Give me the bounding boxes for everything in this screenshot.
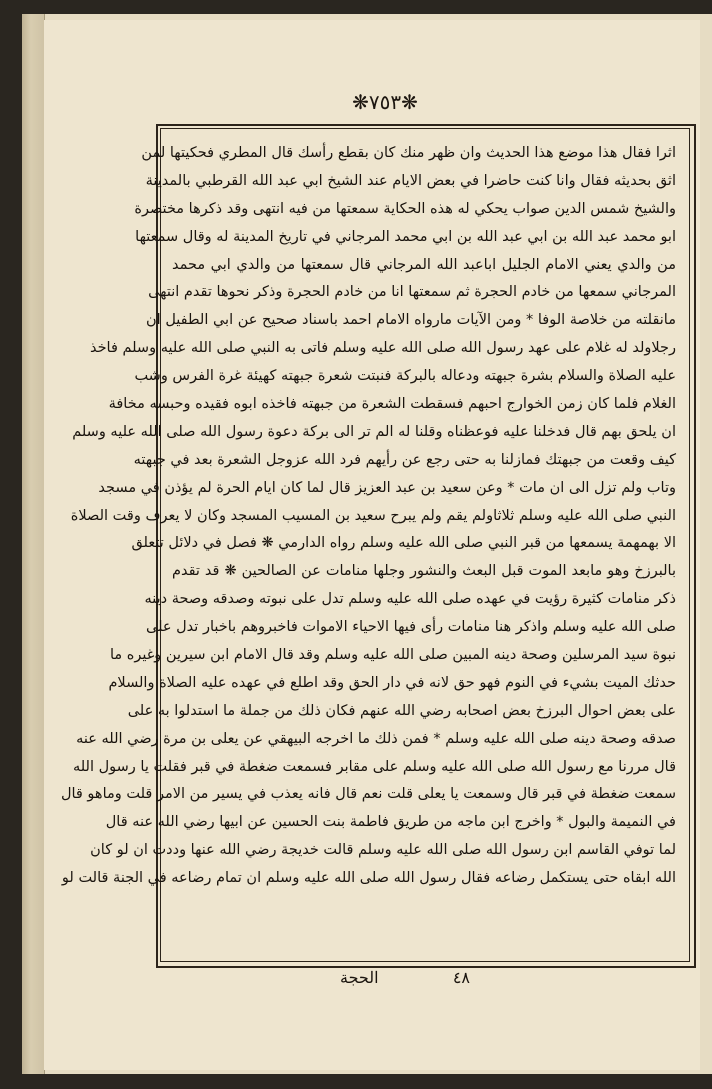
text-line: المرجاني سمعها من خادم الحجرة ثم سمعتها انا من خادم الحجرة وذكر نحوها تقدم انتهى (148, 284, 676, 301)
text-line: اثرا فقال هذا موضع هذا الحديث وان ظهر منك كان بقطع رأسك قال المطري فحكيتها لمن (141, 145, 676, 161)
text-line: عليه الصلاة والسلام بشرة جبهته ودعاله بالبركة فنبتت شعرة جبهته كهيئة غرة الفرس وشب (134, 368, 676, 385)
text-line: رجلاولد له غلام على عهد رسول الله صلى الله عليه وسلم فاتى به النبي صلى الله عليه وسلم فاخذ (89, 340, 676, 357)
text-line: كيف وقعت من جبهتك فمازلنا به حتى رجع عن رأيهم فرد الله عزوجل الشعرة بعد في جبهته (133, 451, 676, 468)
text-line: الله ابقاه حتى يستكمل رضاعه فقال رسول الله صلى الله عليه وسلم ان تمام رضاعه في الجنة قالت لو (61, 870, 676, 887)
text-line: في النميمة والبول * واخرج ابن ماجه من طريق فاطمة بنت الحسين عن ابيها رضي الله عنه قال (105, 814, 676, 831)
text-line: على بعض احوال البرزخ بعض اصحابه رضي الله عنهم فكان ذلك من جملة ما استدلوا به على (127, 702, 676, 719)
text-line: صدقه وصحة دينه صلى الله عليه وسلم * فمن ذلك ما اخرجه البيهقي عن يعلى بن مرة رضي الله عنه (76, 730, 676, 747)
text-line: ذكر منامات كثيرة رؤيت في عهده صلى الله عليه وسلم تدل على نبوته وصدقه وصحة دينه (144, 591, 676, 608)
text-line: بالبرزخ وهو مابعد الموت قبل البعث والنشور وجلها منامات عن الصالحين ❋ قد تقدم (172, 563, 676, 580)
text-line: وتاب ولم تزل الى ان مات * وعن سعيد بن عبد العزيز قال لما كان ايام الحرة لم يؤذن في مسجد (98, 479, 676, 496)
text-line: مانقلته من خلاصة الوفا * ومن الآيات مارواه الامام احمد باسناد صحيح عن ابي الطفيل ان (146, 312, 676, 329)
text-line: الغلام فلما كان زمن الخوارج احبهم فسقطت الشعرة من جبهته فاخذه ابوه فقيده وحبسه مخافة (108, 396, 676, 413)
text-line: قال مررنا مع رسول الله صلى الله عليه وسلم على مقابر فسمعت ضغطة في قبر فقلت يا رسول الله (72, 758, 676, 775)
signature-number: ٤٨ (452, 967, 470, 987)
text-line: الا بهمهمة يسمعها من قبر النبي صلى الله عليه وسلم رواه الدارمي ❋ فصل في دلائل تتعلق (131, 535, 676, 552)
text-line: اثق بحديثه فقال وانا كنت حاضرا في بعض الايام عند الشيخ ابي عبد الله القرطبي بالمدينة (145, 172, 676, 189)
page-edge (22, 14, 45, 1074)
text-line: ان يلحق بهم قال فدخلنا عليه فوعظناه وقلنا له الم تر الى بركة دعوة رسول الله صلى الله عليه وسلم (72, 423, 676, 440)
text-line: حدثك الميت بشيء في النوم فهو حق لانه في دار الحق وقد اطلع في عهده عليه الصلاة والسلام (108, 674, 676, 691)
text-line: لما توفي القاسم ابن رسول الله صلى الله عليه وسلم قالت خديجة رضي الله عنها وددت ان لو كان (90, 842, 676, 859)
book-title-footer: الحجة (340, 967, 379, 987)
main-text (60, 140, 676, 950)
page-footer (340, 964, 470, 990)
text-line: صلى الله عليه وسلم واذكر هنا منامات رأى فيها الاحياء الاموات فاخبروهم باخبار تدل على (146, 619, 676, 636)
text-line: من والدي يعني الامام الجليل اباعبد الله المرجاني قال سمعتها من والدي ابي محمد (172, 256, 676, 273)
text-line: النبي صلى الله عليه وسلم ثلاثاولم يقم ولم يبرح سعيد بن المسيب المسجد وكان لا يعرف وقت الصلاة (70, 507, 676, 524)
text-line: ابو محمد عبد الله بن ابي عبد الله بن ابي محمد المرجاني في تاريخ المدينة له وقال سمعتها (135, 228, 676, 245)
text-line: والشيخ شمس الدين صواب يحكي له هذه الحكاية سمعتها من فيه انتهى وقد ذكرها مختصرة (134, 200, 676, 217)
text-line: نبوة سيد المرسلين وصحة دينه المبين صلى الله عليه وسلم وقد قال الامام ابن سيرين وغيره ما (109, 647, 676, 664)
page-number: ❋٧٥٣❋ (352, 90, 418, 114)
text-line: سمعت ضغطة في قبر قال وسمعت يا يعلى قلت نعم قال فانه يعذب في يسير من الامر قلت وماهو قال (60, 786, 676, 803)
